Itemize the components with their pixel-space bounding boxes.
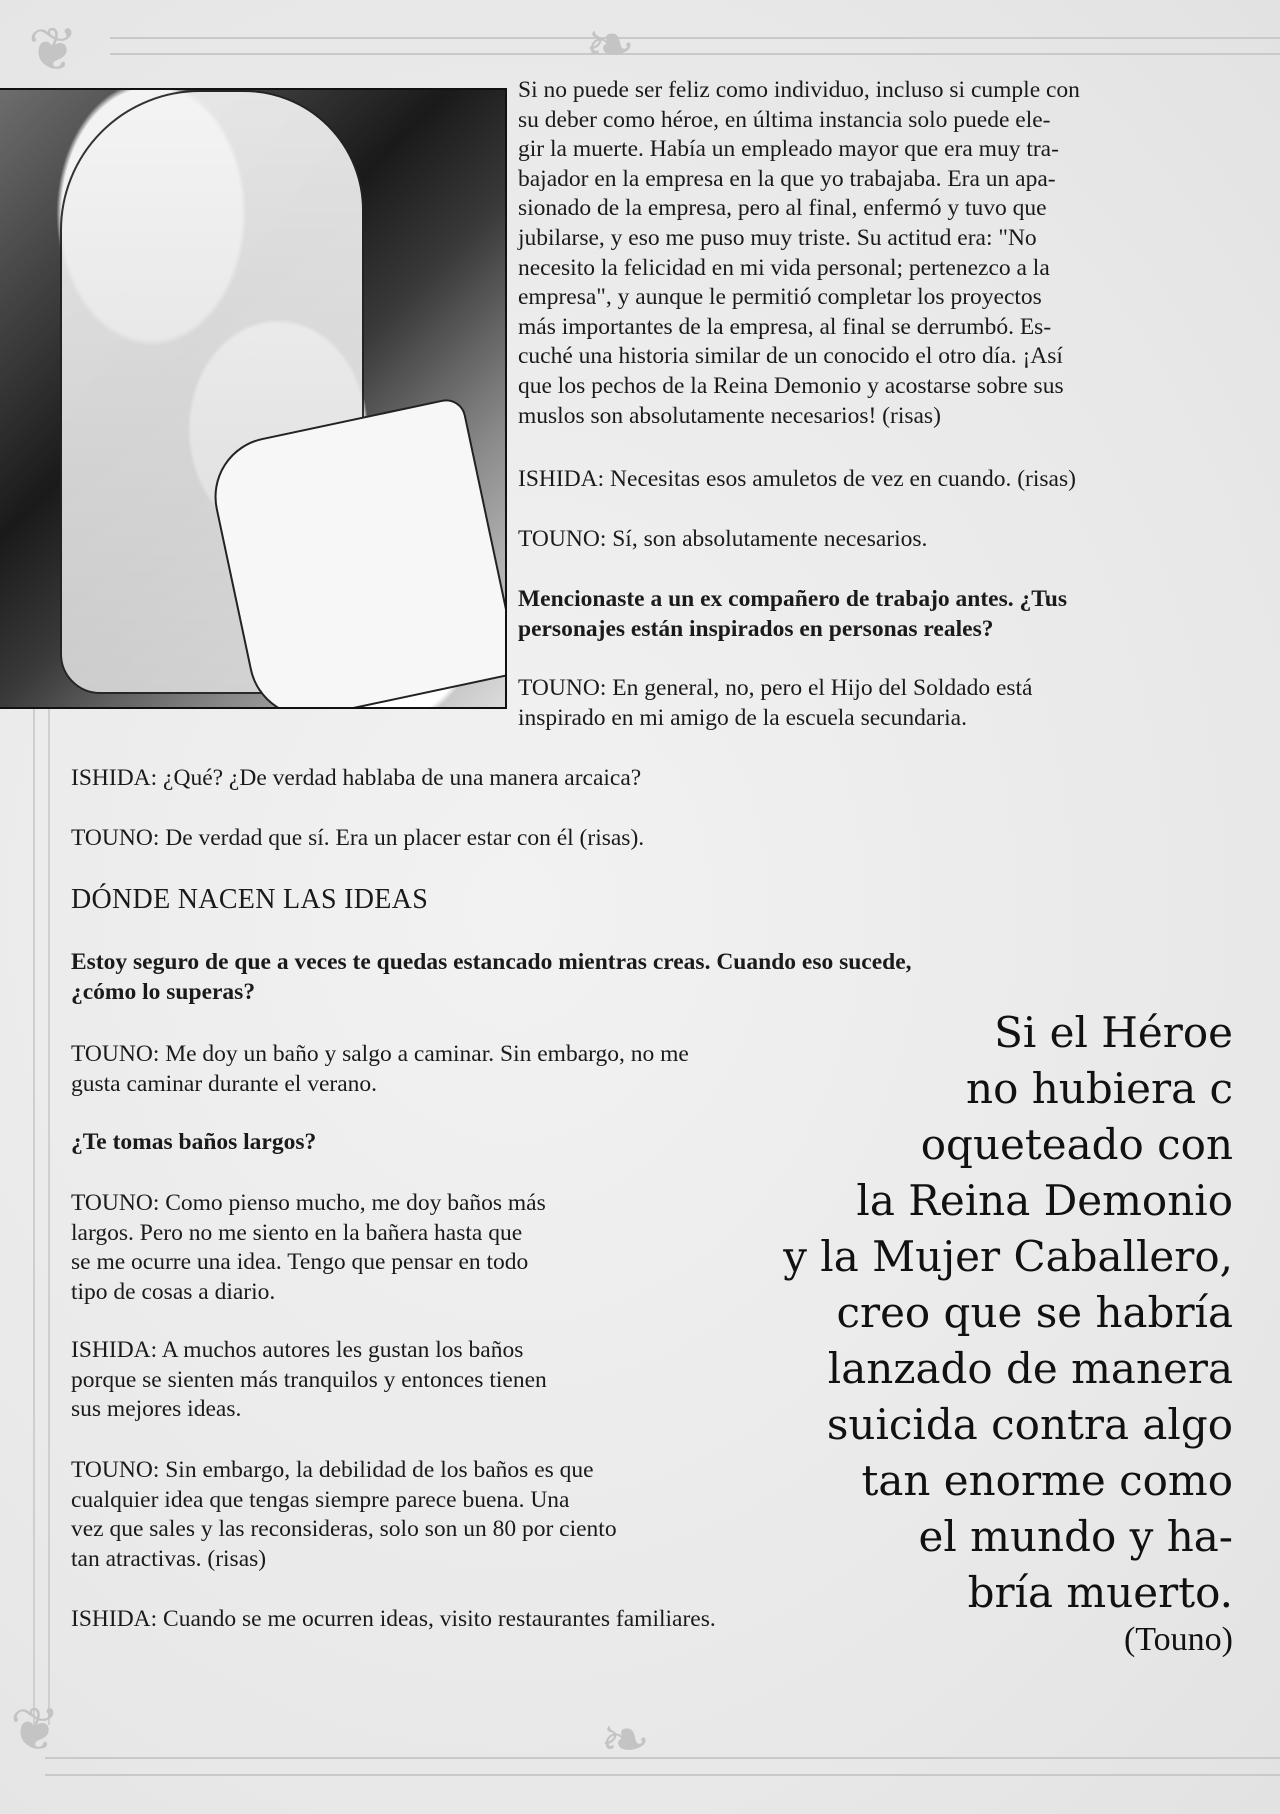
text-line: empresa", y aunque le permitió completar los proyectos <box>518 284 1042 311</box>
text-line: muslos son absolutamente necesarios! (risas) <box>518 402 941 429</box>
dialogue-text: inspirado en mi amigo de la escuela secundaria. <box>518 704 967 731</box>
dialogue-text: ISHIDA: A muchos autores les gustan los baños <box>71 1337 524 1363</box>
intro-paragraph <box>518 76 1258 431</box>
question-text: Mencionaste a un ex compañero de trabajo antes. ¿Tus <box>518 586 1067 612</box>
quote-line: creo que se habría <box>836 1288 1233 1337</box>
text-line: sionado de la empresa, pero al final, enfermó y tuvo que <box>518 195 1047 222</box>
dialogue-text: ISHIDA: Cuando se me ocurren ideas, visito restaurantes familiares. <box>71 1606 716 1632</box>
dialogue-text: ISHIDA: Necesitas esos amuletos de vez en cuando. (risas) <box>518 466 1076 492</box>
frame-top-line-outer <box>110 37 1280 39</box>
quote-line: oqueteado con <box>920 1120 1233 1169</box>
dialogue-text: TOUNO: Me doy un baño y salgo a caminar. Sin embargo, no me <box>71 1041 689 1067</box>
frame-left-line-outer <box>33 705 35 1725</box>
text-line: que los pechos de la Reina Demonio y acostarse sobre sus <box>518 372 1064 399</box>
frame-top-line-inner <box>110 53 1280 55</box>
frame-left-line-inner <box>48 705 50 1725</box>
manga-illustration <box>0 88 507 709</box>
quote-line: lanzado de manera <box>827 1344 1233 1393</box>
touno-long-baths-answer <box>71 1189 711 1307</box>
dialogue-text: tipo de cosas a diario. <box>71 1278 276 1305</box>
ishida-authors-baths <box>71 1336 731 1425</box>
text-line: más importantes de la empresa, al final se derrumbó. Es- <box>518 313 1052 340</box>
question-stuck <box>71 948 1251 1007</box>
frame-bottom-line-inner <box>45 1774 1280 1776</box>
frame-bottom-line-outer <box>45 1757 1280 1759</box>
text-line: Si no puede ser feliz como individuo, incluso si cumple con <box>518 77 1080 103</box>
touno-pleasure-line <box>71 824 1221 854</box>
quote-line: Si el Héroe <box>994 1008 1233 1057</box>
dialogue-text: TOUNO: De verdad que sí. Era un placer estar con él (risas). <box>71 825 645 851</box>
quote-line: no hubiera c <box>966 1064 1233 1113</box>
text-line: bajador en la empresa en la que yo trabajaba. Era un apa- <box>518 165 1056 192</box>
quote-line: la Reina Demonio <box>856 1176 1233 1225</box>
flourish-top-left-icon: ❦ <box>28 15 79 85</box>
text-line: jubilarse, y eso me puso muy triste. Su actitud era: "No <box>518 224 1037 251</box>
quote-line: y la Mujer Caballero, <box>783 1232 1233 1281</box>
section-heading <box>71 885 1221 915</box>
quote-attribution: (Touno) <box>1123 1621 1233 1658</box>
pull-quote <box>673 1005 1233 1659</box>
quote-line: suicida contra algo <box>826 1400 1233 1449</box>
quote-line: el mundo y ha- <box>918 1512 1233 1561</box>
dialogue-text: TOUNO: Sin embargo, la debilidad de los baños es que <box>71 1457 594 1483</box>
dialogue-text: TOUNO: Como pienso mucho, me doy baños más <box>71 1190 546 1216</box>
dialogue-text: TOUNO: Sí, son absolutamente necesarios. <box>518 526 928 552</box>
text-line: su deber como héroe, en última instancia solo puede ele- <box>518 106 1051 133</box>
dialogue-text: gusta caminar durante el verano. <box>71 1070 378 1097</box>
flourish-bottom-left-icon: ❦ <box>10 1695 61 1765</box>
dialogue-text: largos. Pero no me siento en la bañera hasta que <box>71 1219 523 1246</box>
dialogue-text: se me ocurre una idea. Tengo que pensar en todo <box>71 1249 529 1276</box>
dialogue-text: tan atractivas. (risas) <box>71 1545 267 1572</box>
hero-figure <box>203 396 507 709</box>
dialogue-text: porque se sienten más tranquilos y entonces tienen <box>71 1366 547 1393</box>
dialogue-text: TOUNO: En general, no, pero el Hijo del Soldado está <box>518 675 1033 701</box>
text-line: cuché una historia similar de un conocido el otro día. ¡Así <box>518 343 1063 370</box>
heading-text: DÓNDE NACEN LAS IDEAS <box>71 884 429 915</box>
illustration-alt <box>0 90 1 91</box>
quote-line: bría muerto. <box>967 1568 1233 1617</box>
flourish-top-center-icon: ❧ <box>585 10 636 80</box>
touno-necessary-line <box>518 525 1258 555</box>
text-line: necesito la felicidad en mi vida personal; pertenezco a la <box>518 254 1050 281</box>
question-text: ¿cómo lo superas? <box>71 978 256 1005</box>
ishida-archaic-line <box>71 764 1221 794</box>
question-coworker <box>518 585 1258 644</box>
dialogue-text: ISHIDA: ¿Qué? ¿De verdad hablaba de una manera arcaica? <box>71 765 642 791</box>
question-text: Estoy seguro de que a veces te quedas estancado mientras creas. Cuando eso sucede, <box>71 949 912 975</box>
question-text: ¿Te tomas baños largos? <box>71 1129 317 1155</box>
quote-line: tan enorme como <box>861 1456 1233 1505</box>
text-line: gir la muerte. Había un empleado mayor que era muy tra- <box>518 136 1059 163</box>
question-long-baths <box>71 1128 771 1158</box>
dialogue-text: vez que sales y las reconsideras, solo son un 80 por ciento <box>71 1516 617 1543</box>
dialogue-text: sus mejores ideas. <box>71 1396 242 1423</box>
ishida-amulets-line <box>518 465 1258 495</box>
dialogue-text: cualquier idea que tengas siempre parece buena. Una <box>71 1486 570 1513</box>
question-text: personajes están inspirados en personas reales? <box>518 615 994 642</box>
flourish-bottom-center-icon: ❧ <box>600 1705 651 1775</box>
touno-inspiration-answer <box>518 674 1258 733</box>
